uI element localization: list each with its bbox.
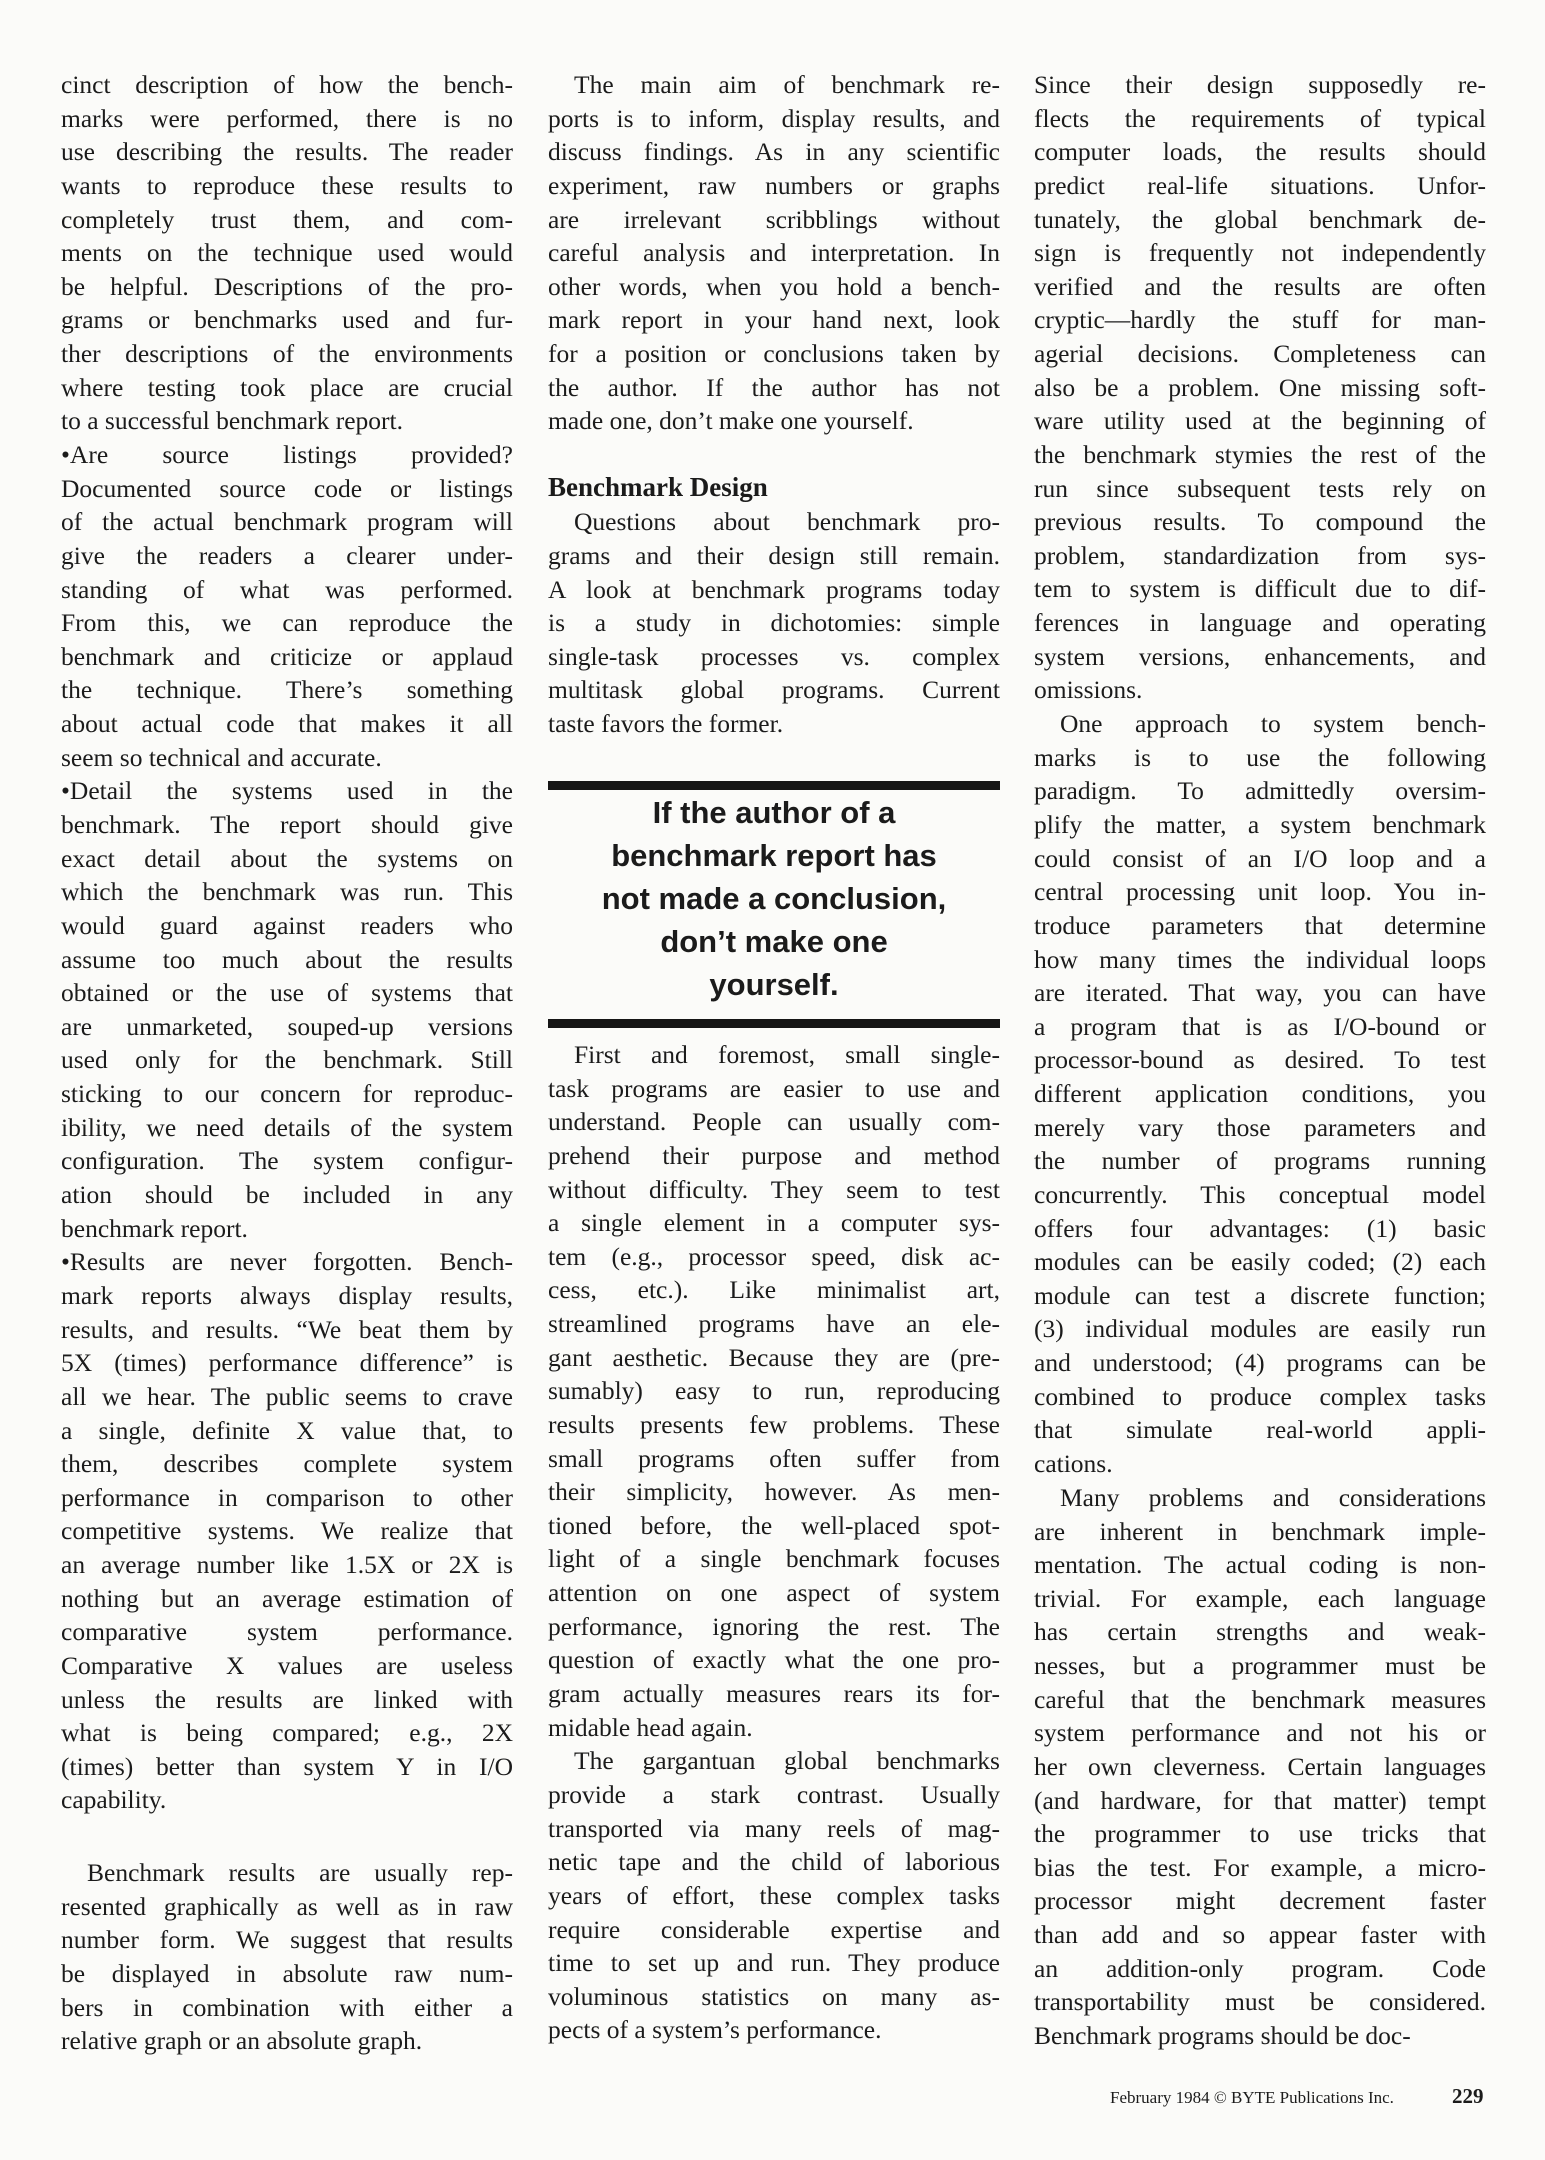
text-line: could consist of an I/O loop and a xyxy=(1034,843,1486,873)
text-line: require considerable expertise and xyxy=(548,1914,1000,1944)
text-line: The main aim of benchmark re- xyxy=(574,70,1000,99)
text-line: tem to system is difficult due to dif- xyxy=(1034,574,1486,604)
text-line: other words, when you hold a bench- xyxy=(548,271,1000,301)
pull-quote xyxy=(548,781,1000,1028)
text-line: module can test a discrete function; xyxy=(1034,1280,1486,1310)
text-line: sticking to our concern for reproduc- xyxy=(61,1079,513,1109)
text-line: previous results. To compound the xyxy=(1034,507,1486,537)
text-line: Comparative X values are useless xyxy=(61,1650,513,1680)
text-line: Documented source code or listings xyxy=(61,473,513,503)
text-line: trivial. For example, each language xyxy=(1034,1583,1486,1613)
text-line: a program that is as I/O-bound or xyxy=(1034,1011,1486,1041)
pull-quote-bottom-rule xyxy=(548,1019,1000,1028)
text-line: obtained or the use of systems that xyxy=(61,978,513,1008)
text-line: made one, don’t make one yourself. xyxy=(548,406,914,436)
paragraph xyxy=(61,1245,513,1817)
text-line: cess, etc.). Like minimalist art, xyxy=(548,1275,1000,1305)
text-line: pects of a system’s performance. xyxy=(548,2015,882,2045)
paragraph xyxy=(61,774,513,1245)
text-line: results presents few problems. These xyxy=(548,1409,1000,1439)
text-line: careful analysis and interpretation. In xyxy=(548,238,1000,268)
text-line: cryptic—hardly the stuff for man- xyxy=(1034,305,1486,335)
text-line: seem so technical and accurate. xyxy=(61,742,382,772)
paragraph xyxy=(61,68,513,438)
text-line: an average number like 1.5X or 2X is xyxy=(61,1550,513,1580)
text-line: tem (e.g., processor speed, disk ac- xyxy=(548,1241,1000,1271)
text-line: offers four advantages: (1) basic xyxy=(1034,1213,1486,1243)
text-line: marks were performed, there is no xyxy=(61,103,513,133)
text-line: benchmark report. xyxy=(61,1213,248,1243)
text-line: all we hear. The public seems to crave xyxy=(61,1381,513,1411)
text-line: their simplicity, however. As men- xyxy=(548,1477,1000,1507)
text-line: used only for the benchmark. Still xyxy=(61,1045,513,1075)
text-line: them, describes complete system xyxy=(61,1449,513,1479)
text-line: attention on one aspect of system xyxy=(548,1578,1000,1607)
text-line: troduce parameters that determine xyxy=(1034,910,1486,940)
text-line: are iterated. That way, you can have xyxy=(1034,978,1486,1008)
section-heading: Benchmark Design xyxy=(548,472,768,502)
text-line: bers in combination with either a xyxy=(61,1992,513,2022)
text-line: sign is frequently not independently xyxy=(1034,238,1486,268)
text-line: •Results are never forgotten. Bench- xyxy=(61,1247,513,1277)
text-line: tunately, the global benchmark de- xyxy=(1034,204,1486,234)
text-line: resented graphically as well as in raw xyxy=(61,1891,513,1921)
text-line: Questions about benchmark pro- xyxy=(574,507,1000,537)
paragraph xyxy=(1034,707,1486,1480)
text-line: transportability must be considered. xyxy=(1034,1987,1486,2017)
pull-quote-line: benchmark report has xyxy=(611,838,937,873)
text-line: Since their design supposedly re- xyxy=(1034,70,1486,99)
text-line: Benchmark programs should be doc- xyxy=(1034,2020,1411,2050)
text-line: ferences in language and operating xyxy=(1034,608,1486,637)
text-line: multitask global programs. Current xyxy=(548,675,1000,705)
text-line: ware utility used at the beginning of xyxy=(1034,406,1486,436)
text-line: ther descriptions of the environments xyxy=(61,339,513,368)
text-line: is a study in dichotomies: simple xyxy=(548,608,1000,638)
text-line: competitive systems. We realize that xyxy=(61,1516,513,1546)
text-line: than add and so appear faster with xyxy=(1034,1920,1486,1949)
text-line: question of exactly what the one pro- xyxy=(548,1645,1000,1675)
text-line: light of a single benchmark focuses xyxy=(548,1544,1000,1574)
text-line: her own cleverness. Certain languages xyxy=(1034,1751,1486,1781)
text-line: an addition-only program. Code xyxy=(1034,1953,1486,1983)
paragraph xyxy=(548,1744,1000,2047)
text-line: relative graph or an absolute graph. xyxy=(61,2026,423,2056)
text-line: nothing but an average estimation of xyxy=(61,1583,513,1613)
text-line: how many times the individual loops xyxy=(1034,944,1486,974)
text-line: mark report in your hand next, look xyxy=(548,305,1000,335)
text-line: mentation. The actual coding is non- xyxy=(1034,1550,1486,1580)
text-line: of the actual benchmark program will xyxy=(61,507,513,537)
text-line: small programs often suffer from xyxy=(548,1443,1000,1473)
text-line: plify the matter, a system benchmark xyxy=(1034,810,1486,840)
text-line: are irrelevant scribblings without xyxy=(548,204,1000,234)
text-line: where testing took place are crucial xyxy=(61,372,513,402)
text-line: experiment, raw numbers or graphs xyxy=(548,170,1000,200)
text-line: gram actually measures rears its for- xyxy=(548,1678,1000,1708)
text-line: merely vary those parameters and xyxy=(1034,1112,1486,1142)
text-line: performance, ignoring the rest. The xyxy=(548,1611,1000,1641)
text-line: sumably) easy to run, reproducing xyxy=(548,1376,1000,1406)
text-line: ibility, we need details of the system xyxy=(61,1112,513,1142)
text-line: transported via many reels of mag- xyxy=(548,1813,1000,1843)
text-line: processor might decrement faster xyxy=(1034,1886,1486,1916)
pull-quote-text xyxy=(548,791,1000,1006)
text-line: give the readers a clearer under- xyxy=(61,540,513,570)
text-line: bias the test. For example, a micro- xyxy=(1034,1852,1486,1882)
text-line: From this, we can reproduce the xyxy=(61,608,513,638)
text-line: modules can be easily coded; (2) each xyxy=(1034,1247,1486,1277)
text-line: about actual code that makes it all xyxy=(61,709,513,739)
text-line: that simulate real-world appli- xyxy=(1034,1415,1486,1445)
text-line: (3) individual modules are easily run xyxy=(1034,1314,1486,1344)
text-line: system performance and not his or xyxy=(1034,1718,1486,1748)
paragraph xyxy=(61,1856,513,2058)
text-line: standing of what was performed. xyxy=(61,574,513,604)
text-line: (and hardware, for that matter) tempt xyxy=(1034,1785,1486,1815)
text-line: capability. xyxy=(61,1785,167,1815)
text-line: A look at benchmark programs today xyxy=(548,574,1000,604)
text-line: cations. xyxy=(1034,1448,1113,1478)
text-line: unless the results are linked with xyxy=(61,1684,513,1714)
text-line: the programmer to use tricks that xyxy=(1034,1819,1486,1849)
text-line: cinct description of how the bench- xyxy=(61,70,513,99)
text-line: 5X (times) performance difference” is xyxy=(61,1348,513,1378)
text-line: the benchmark stymies the rest of the xyxy=(1034,439,1486,469)
text-line: computer loads, the results should xyxy=(1034,137,1486,167)
text-line: the author. If the author has not xyxy=(548,372,1000,402)
text-line: grams or benchmarks used and fur- xyxy=(61,305,513,335)
text-line: to a successful benchmark report. xyxy=(61,406,403,436)
text-line: taste favors the former. xyxy=(548,709,784,739)
text-line: a single, definite X value that, to xyxy=(61,1415,513,1445)
text-line: central processing unit loop. You in- xyxy=(1034,877,1486,907)
text-line: wants to reproduce these results to xyxy=(61,170,513,200)
text-line: benchmark and criticize or applaud xyxy=(61,641,513,671)
text-line: without difficulty. They seem to test xyxy=(548,1174,1000,1204)
text-line: ments on the technique used would xyxy=(61,238,513,268)
text-line: streamlined programs have an ele- xyxy=(548,1309,1000,1338)
text-line: be displayed in absolute raw num- xyxy=(61,1958,513,1988)
text-line: careful that the benchmark measures xyxy=(1034,1684,1486,1714)
text-line: •Detail the systems used in the xyxy=(61,776,513,806)
text-line: The gargantuan global benchmarks xyxy=(574,1746,1000,1776)
text-line: (times) better than system Y in I/O xyxy=(61,1751,513,1781)
text-line: netic tape and the child of laborious xyxy=(548,1847,1000,1877)
paragraph xyxy=(548,505,1000,740)
paragraph xyxy=(61,438,513,774)
text-line: system versions, enhancements, and xyxy=(1034,641,1486,671)
text-line: exact detail about the systems on xyxy=(61,843,513,873)
text-line: and understood; (4) programs can be xyxy=(1034,1348,1486,1378)
pull-quote-line: not made a conclusion, xyxy=(601,881,947,916)
text-line: midable head again. xyxy=(548,1712,753,1742)
text-line: would guard against readers who xyxy=(61,910,513,940)
text-line: •Are source listings provided? xyxy=(61,440,513,470)
paragraph xyxy=(1034,1481,1486,2053)
text-line: different application conditions, you xyxy=(1034,1079,1486,1109)
text-line: which the benchmark was run. This xyxy=(61,877,513,907)
text-line: Benchmark results are usually rep- xyxy=(87,1858,513,1887)
text-line: processor-bound as desired. To test xyxy=(1034,1045,1486,1075)
text-line: voluminous statistics on many as- xyxy=(548,1981,1000,2011)
text-line: the number of programs running xyxy=(1034,1146,1486,1176)
text-line: combined to produce complex tasks xyxy=(1034,1381,1486,1411)
text-line: are unmarketed, souped-up versions xyxy=(61,1011,513,1041)
text-line: use describing the results. The reader xyxy=(61,137,513,167)
text-line: also be a problem. One missing soft- xyxy=(1034,372,1486,402)
text-line: First and foremost, small single- xyxy=(574,1040,1000,1069)
text-line: what is being compared; e.g., 2X xyxy=(61,1718,513,1748)
text-line: run since subsequent tests rely on xyxy=(1034,473,1486,503)
text-line: number form. We suggest that results xyxy=(61,1925,513,1955)
text-line: problem, standardization from sys- xyxy=(1034,540,1486,570)
text-line: single-task processes vs. complex xyxy=(548,641,1000,671)
text-line: provide a stark contrast. Usually xyxy=(548,1780,1000,1810)
text-line: omissions. xyxy=(1034,675,1143,705)
text-line: ports is to inform, display results, and xyxy=(548,103,1000,133)
text-line: gant aesthetic. Because they are (pre- xyxy=(548,1342,1000,1372)
text-line: tioned before, the well-placed spot- xyxy=(548,1510,1000,1540)
text-line: assume too much about the results xyxy=(61,944,513,974)
text-line: Many problems and considerations xyxy=(1060,1482,1486,1512)
text-line: grams and their design still remain. xyxy=(548,540,1000,570)
text-line: One approach to system bench- xyxy=(1060,709,1486,739)
text-line: understand. People can usually com- xyxy=(548,1107,1000,1137)
text-line: for a position or conclusions taken by xyxy=(548,339,1000,368)
text-line: configuration. The system configur- xyxy=(61,1146,513,1176)
footer-credit: February 1984 © BYTE Publications Inc. xyxy=(1110,2088,1394,2107)
pull-quote-line: yourself. xyxy=(709,967,839,1002)
pull-quote-line: don’t make one xyxy=(660,924,888,959)
text-line: benchmark. The report should give xyxy=(61,810,513,840)
text-line: discuss findings. As in any scientific xyxy=(548,137,1000,167)
text-line: task programs are easier to use and xyxy=(548,1073,1000,1103)
text-line: flects the requirements of typical xyxy=(1034,103,1486,133)
text-line: verified and the results are often xyxy=(1034,271,1486,301)
text-line: are inherent in benchmark imple- xyxy=(1034,1516,1486,1546)
page-number: 229 xyxy=(1452,2084,1484,2108)
text-line: concurrently. This conceptual model xyxy=(1034,1179,1486,1209)
text-line: nesses, but a programmer must be xyxy=(1034,1651,1486,1680)
pull-quote-top-rule xyxy=(548,781,1000,790)
text-line: predict real-life situations. Unfor- xyxy=(1034,170,1486,200)
text-line: has certain strengths and weak- xyxy=(1034,1617,1486,1647)
text-line: mark reports always display results, xyxy=(61,1281,513,1311)
text-line: be helpful. Descriptions of the pro- xyxy=(61,271,513,301)
text-line: ation should be included in any xyxy=(61,1179,513,1209)
text-line: years of effort, these complex tasks xyxy=(548,1880,1000,1910)
paragraph xyxy=(548,1038,1000,1744)
text-line: performance in comparison to other xyxy=(61,1482,513,1512)
text-line: agerial decisions. Completeness can xyxy=(1034,339,1486,368)
text-line: a single element in a computer sys- xyxy=(548,1208,1000,1238)
text-line: the technique. There’s something xyxy=(61,675,513,705)
text-line: time to set up and run. They produce xyxy=(548,1948,1000,1978)
text-line: marks is to use the following xyxy=(1034,742,1486,772)
text-line: results, and results. “We beat them by xyxy=(61,1314,513,1344)
pull-quote-line: If the author of a xyxy=(652,795,896,830)
text-line: completely trust them, and com- xyxy=(61,204,513,234)
text-line: comparative system performance. xyxy=(61,1617,513,1647)
text-line: paradigm. To admittedly oversim- xyxy=(1034,776,1486,806)
paragraph xyxy=(1034,68,1486,707)
text-line: prehend their purpose and method xyxy=(548,1140,1000,1170)
paragraph xyxy=(548,68,1000,438)
